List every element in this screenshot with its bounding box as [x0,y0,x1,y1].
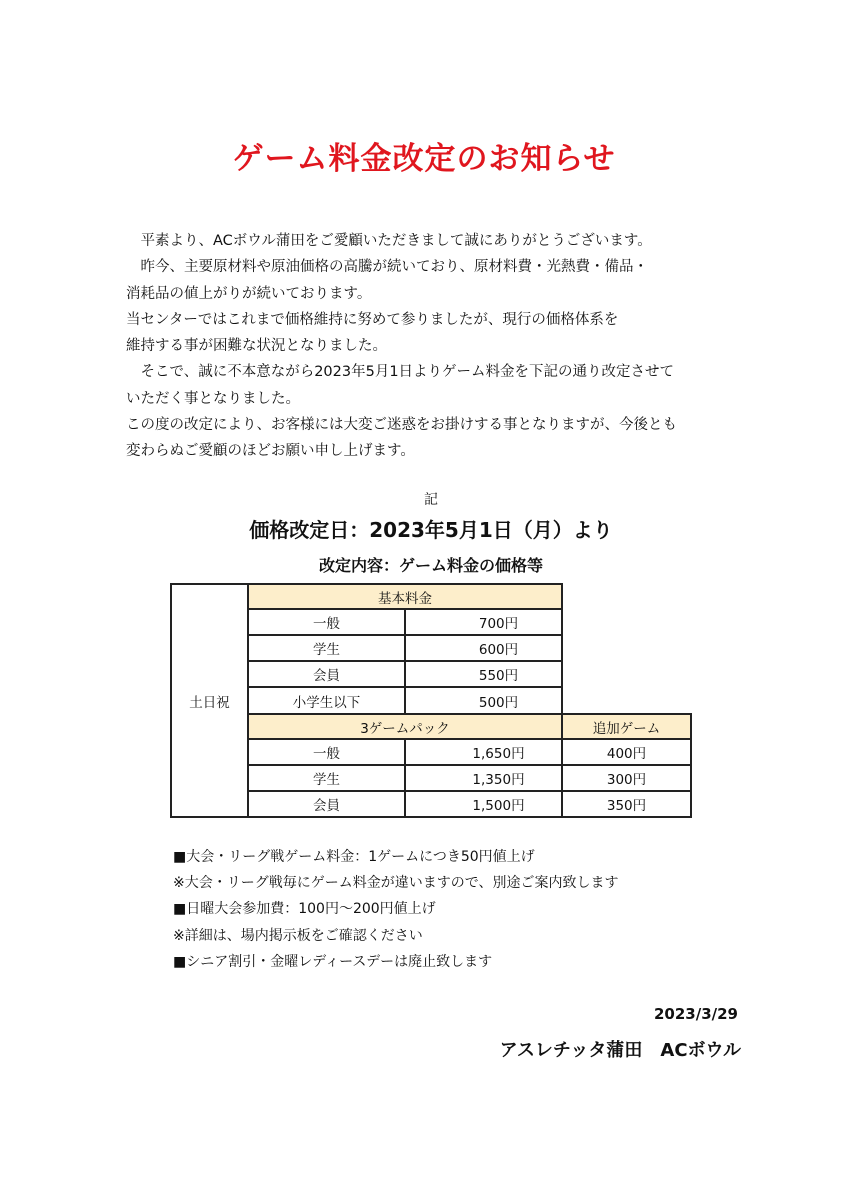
table-border [170,583,172,818]
basic-row-label: 小学生以下 [292,694,361,711]
extra-game-price: 300円 [606,772,647,788]
basic-row-price: 550円 [478,668,519,684]
table-border [170,583,563,585]
body-line: 平素より、ACボウル蒲田をご愛顧いただきまして誠にありがとうございます。 [126,233,652,249]
body-line: この度の改定により、お客様には大変ご迷惑をお掛けする事となりますが、今後とも [126,417,677,434]
note-item: ※詳細は、場内掲示板をご確認ください [173,927,423,944]
issue-date: 2023/3/29 [653,1005,738,1023]
basic-fee-header: 基本料金 [248,584,562,609]
body-line: いただく事となりました。 [126,390,300,407]
basic-row-label: 学生 [313,642,340,658]
notice-body [126,228,746,465]
body-line: 消耗品の値上がりが続いております。 [126,285,372,302]
pack-row-price: 1,350円 [472,772,525,788]
page-title: ゲーム料金改定のお知らせ [232,141,616,177]
pack-row-label: 一般 [313,746,340,762]
pack-row-price: 1,500円 [472,798,525,814]
table-border [404,608,406,714]
note-item: ■大会・リーグ戦ゲーム料金：1ゲームにつき50円値上げ [173,849,535,865]
table-border [404,738,406,818]
pack-row-label: 学生 [313,772,340,788]
issuer-name: アスレチッタ蒲田 ACボウル [499,1040,741,1061]
basic-row-label: 会員 [313,668,340,684]
revision-content: 改定内容：ゲーム料金の価格等 [318,556,543,575]
table-border [247,790,692,792]
day-category-label: 土日祝 [189,694,230,711]
body-line: 変わらぬご愛顧のほどお願い申し上げます。 [126,443,415,460]
table-border [690,713,692,818]
body-line: 当センターではこれまで価格維持に努めて参りましたが、現行の価格体系を [126,311,619,328]
table-border [247,764,692,766]
basic-row-label: 一般 [313,616,340,632]
three-game-pack-header: 3ゲームパック [248,714,562,739]
body-line: そこで、誠に不本意ながら2023年5月1日よりゲーム料金を下記の通り改定させて [126,364,675,381]
table-border [247,738,692,740]
pack-row-price: 1,650円 [472,746,525,762]
table-border [561,583,563,818]
note-item: ※大会・リーグ戦毎にゲーム料金が違いますので、別途ご案内致します [173,875,619,892]
extra-game-price: 350円 [606,798,647,814]
basic-row-price: 700円 [478,616,519,632]
basic-row-price: 600円 [478,642,519,658]
ki-label: 記 [424,492,438,508]
extra-game-price: 400円 [606,746,647,762]
table-border [247,583,249,818]
table-border [247,713,692,715]
basic-row-price: 500円 [478,694,519,711]
revision-date: 価格改定日：2023年5月1日（月）より [249,518,613,542]
body-line: 維持する事が困難な状況となりました。 [126,338,387,355]
body-line: 昨今、主要原材料や原油価格の高騰が続いており、原材料費・光熱費・備品・ [126,259,648,276]
notes-list [173,844,618,975]
note-item: ■日曜大会参加費：100円～200円値上げ [173,901,436,918]
additional-game-header: 追加ゲーム [562,714,691,739]
note-item: ■シニア割引・金曜レディースデーは廃止致します [173,953,493,970]
pack-row-label: 会員 [313,798,340,814]
